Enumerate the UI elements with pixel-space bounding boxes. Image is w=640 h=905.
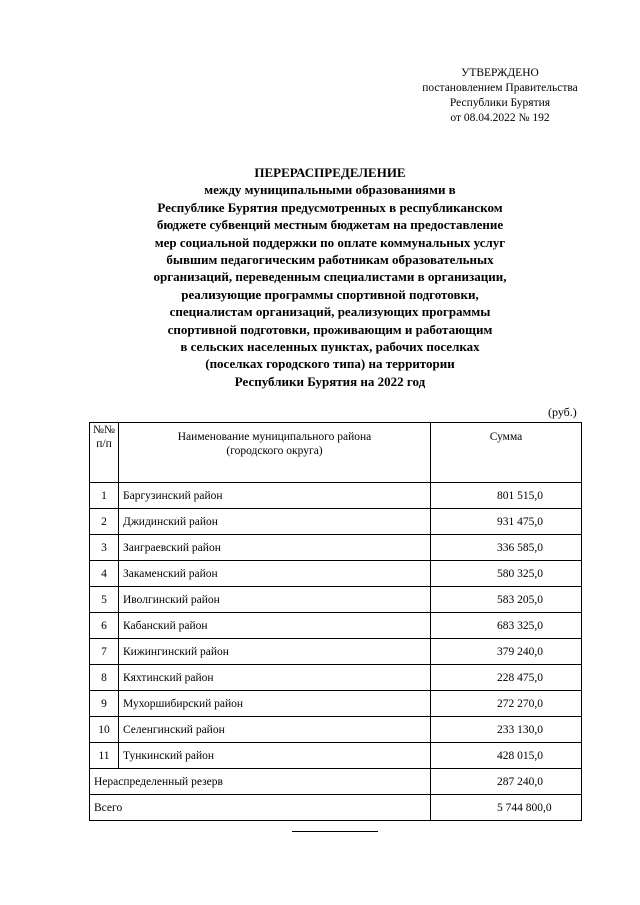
- approval-line: Республики Бурятия: [449, 97, 551, 109]
- table-header-row: [90, 423, 582, 483]
- row-number: 6: [90, 613, 119, 639]
- row-sum: 580 325,0: [431, 561, 582, 587]
- header-sum: Сумма: [431, 423, 582, 483]
- title-line: бывшим педагогическим работникам образовательных: [166, 252, 494, 268]
- row-name: Закаменский район: [119, 561, 431, 587]
- row-number: 5: [90, 587, 119, 613]
- title-line: мер социальной поддержки по оплате коммунальных услуг: [154, 234, 506, 250]
- table-row: [90, 535, 582, 561]
- row-sum: 272 270,0: [431, 691, 582, 717]
- row-number: 2: [90, 509, 119, 535]
- distribution-table: [89, 422, 582, 821]
- row-sum: 683 325,0: [431, 613, 582, 639]
- approval-date: от 08.04.2022 № 192: [450, 112, 550, 124]
- row-name: Джидинский район: [119, 509, 431, 535]
- table-row: [90, 665, 582, 691]
- currency-unit: (руб.): [548, 405, 577, 419]
- row-number: 8: [90, 665, 119, 691]
- table-row: [90, 743, 582, 769]
- row-name: Селенгинский район: [119, 717, 431, 743]
- title-line: (поселках городского типа) на территории: [205, 356, 455, 372]
- row-name: Кижингинский район: [119, 639, 431, 665]
- title-line: между муниципальными образованиями в: [204, 182, 456, 198]
- row-name: Мухоршибирский район: [119, 691, 431, 717]
- reserve-row: [90, 769, 582, 795]
- title-line: организаций, переведенным специалистами в организации,: [153, 269, 507, 285]
- header-name-line: (городского округа): [226, 445, 323, 457]
- approval-line: постановлением Правительства: [422, 82, 578, 94]
- closing-divider: [292, 831, 378, 832]
- row-number: 1: [90, 483, 119, 509]
- reserve-sum: 287 240,0: [431, 769, 582, 795]
- title-line: Республики Бурятия на 2022 год: [234, 373, 426, 389]
- reserve-label: Нераспределенный резерв: [90, 769, 431, 795]
- header-name: [119, 423, 431, 483]
- row-name: Иволгинский район: [119, 587, 431, 613]
- header-number-line: №№: [93, 424, 115, 436]
- row-number: 10: [90, 717, 119, 743]
- title-line: специалистам организаций, реализующих программы: [169, 304, 491, 320]
- row-name: Заиграевский район: [119, 535, 431, 561]
- title-line: в сельских населенных пунктах, рабочих поселках: [180, 339, 480, 355]
- title-line: Республике Бурятия предусмотренных в республиканском: [157, 199, 503, 215]
- row-sum: 228 475,0: [431, 665, 582, 691]
- header-number-line: п/п: [96, 438, 112, 450]
- row-sum: 336 585,0: [431, 535, 582, 561]
- row-number: 3: [90, 535, 119, 561]
- row-sum: 379 240,0: [431, 639, 582, 665]
- table-row: [90, 717, 582, 743]
- title-line: спортивной подготовки, проживающим и работающим: [167, 321, 493, 337]
- title-line: реализующие программы спортивной подготовки,: [181, 286, 479, 302]
- header-number: [90, 423, 119, 483]
- row-sum: 233 130,0: [431, 717, 582, 743]
- row-name: Кяхтинский район: [119, 665, 431, 691]
- row-sum: 428 015,0: [431, 743, 582, 769]
- table-row: [90, 587, 582, 613]
- total-label: Всего: [90, 795, 431, 821]
- table-row: [90, 483, 582, 509]
- document-title: [60, 164, 600, 390]
- table-row: [90, 639, 582, 665]
- approval-heading: УТВЕРЖДЕНО: [461, 67, 539, 79]
- table-row: [90, 509, 582, 535]
- row-number: 4: [90, 561, 119, 587]
- row-name: Тункинский район: [119, 743, 431, 769]
- total-sum: 5 744 800,0: [431, 795, 582, 821]
- row-sum: 931 475,0: [431, 509, 582, 535]
- row-number: 11: [90, 743, 119, 769]
- table-row: [90, 691, 582, 717]
- title-line: бюджете субвенций местным бюджетам на предоставление: [156, 217, 504, 233]
- row-sum: 801 515,0: [431, 483, 582, 509]
- table-row: [90, 613, 582, 639]
- approval-stamp: [400, 66, 600, 126]
- header-name-line: Наименование муниципального района: [177, 431, 372, 443]
- row-sum: 583 205,0: [431, 587, 582, 613]
- row-name: Баргузинский район: [119, 483, 431, 509]
- row-number: 9: [90, 691, 119, 717]
- total-row: [90, 795, 582, 821]
- row-name: Кабанский район: [119, 613, 431, 639]
- table-row: [90, 561, 582, 587]
- row-number: 7: [90, 639, 119, 665]
- title-heading: ПЕРЕРАСПРЕДЕЛЕНИЕ: [254, 165, 406, 180]
